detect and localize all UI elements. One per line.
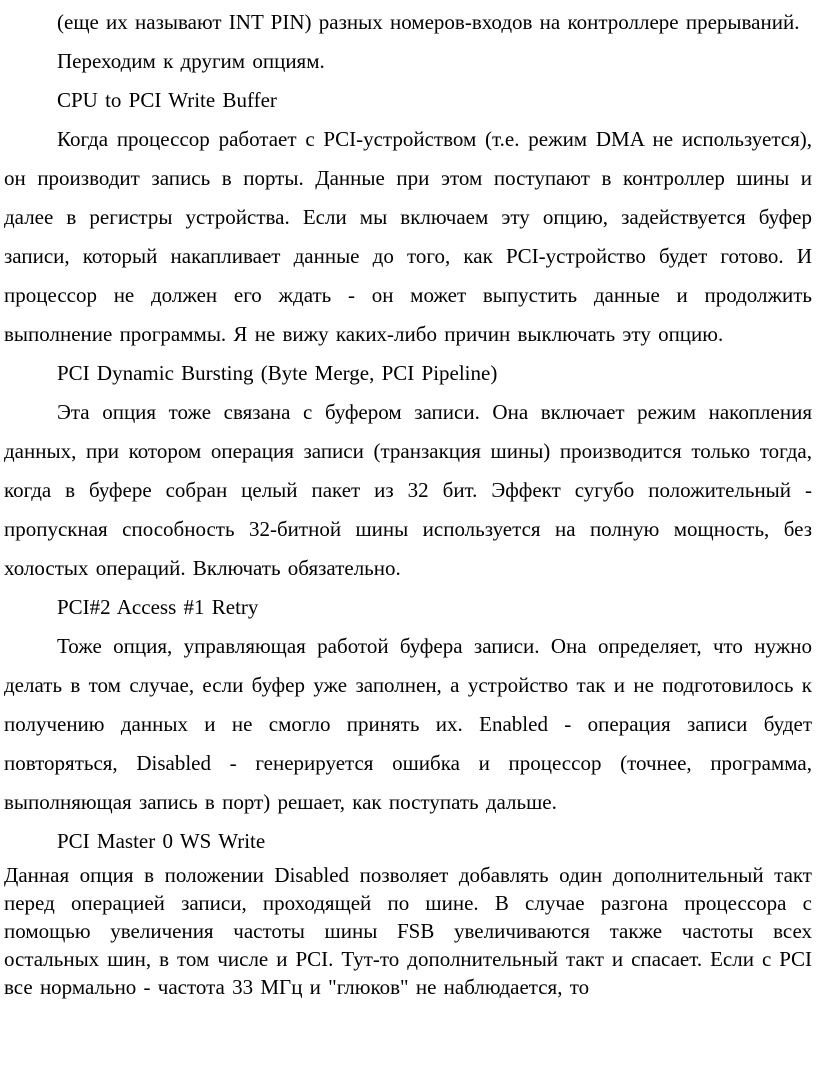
paragraph-pci-dynamic-bursting-description: Эта опция тоже связана с буфером записи. Она включает режим накопления данных, при котором операция записи (транзакция шины) производится только тогда, когда в буфере собран целый пакет из 32 бит. Эффект сугубо положительный - пропускная способность 32-битной шины используется на полную мощность, без холостых операций. Включать обязательно.: [4, 400, 812, 580]
option-heading-pci2-access-1-retry: PCI#2 Access #1 Retry: [57, 595, 259, 619]
paragraph-int-pin-continuation: (еще их называют INT PIN) разных номеров-входов на контроллере прерываний.: [57, 10, 800, 34]
paragraph-pci2-access-1-retry-description: Тоже опция, управляющая работой буфера записи. Она определяет, что нужно делать в том случае, если буфер уже заполнен, а устройство так и не подготовилось к получению данных и не смогло принять их. Enabled - операция записи будет повторяться, Disabled - генерируется ошибка и процессор (точнее, программа, выполняющая запись в порт) решает, как поступать дальше.: [4, 634, 812, 814]
option-heading-pci-dynamic-bursting: PCI Dynamic Bursting (Byte Merge, PCI Pipeline): [57, 361, 498, 385]
option-heading-pci-master-0-ws-write: PCI Master 0 WS Write: [57, 829, 266, 853]
paragraph-transition-to-other-options: Переходим к другим опциям.: [57, 49, 325, 73]
option-heading-cpu-to-pci-write-buffer: CPU to PCI Write Buffer: [57, 88, 277, 112]
paragraph-pci-master-0-ws-write-description: Данная опция в положении Disabled позволяет добавлять один дополнительный такт перед операцией записи, проходящей по шине. В случае разгона процессора с помощью увеличения частоты шины FSB увеличиваются также частоты всех остальных шин, в том числе и PCI. Тут-то дополнительный такт и спасает. Если с PCI все нормально - частота 33 МГц и "глюков" не наблюдается, то: [4, 863, 812, 999]
paragraph-cpu-to-pci-write-buffer-description: Когда процессор работает с PCI-устройством (т.е. режим DMA не используется), он производит запись в порты. Данные при этом поступают в контроллер шины и далее в регистры устройства. Если мы включаем эту опцию, задействуется буфер записи, который накапливает данные до того, как PCI-устройство будет готово. И процессор не должен его ждать - он может выпустить данные и продолжить выполнение программы. Я не вижу каких-либо причин выключать эту опцию.: [4, 127, 812, 346]
